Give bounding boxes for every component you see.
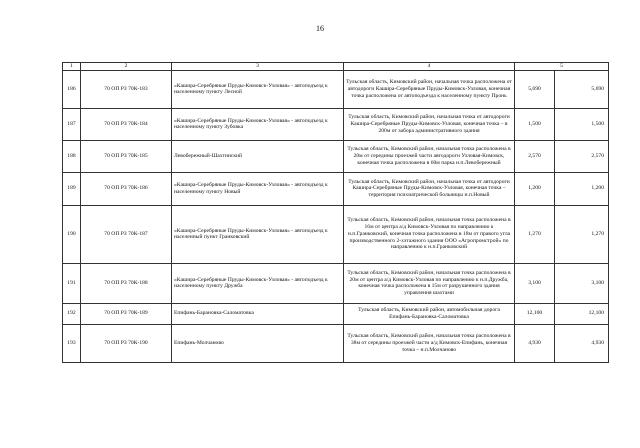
road-location-cell: Тульская область, Кимовский район, начальная точка расположена в 20м от середины проезжей части автодороги Узловая-Кимовск, конечная точка расположена в 60м парка н.п.Левобережный xyxy=(344,140,515,172)
road-code-cell: 70 ОП РЗ 70К-187 xyxy=(81,205,172,263)
road-length-cell: 5,690 xyxy=(515,70,555,108)
road-length-cell: 1,200 xyxy=(515,172,555,205)
table-row xyxy=(63,172,609,205)
road-location-cell: Тульская область, Кимовский район, начальная точка расположена в 38м от середины проезжей части а/д Кимовск-Епифань, конечная точка – н.п.Молчаново xyxy=(344,324,515,362)
road-location-cell: Тульская область, Кимовский район, автомобильная дорога Епифань-Барановка-Саломатовка xyxy=(344,303,515,324)
row-number-cell: 191 xyxy=(63,263,81,303)
row-number-cell: 192 xyxy=(63,303,81,324)
road-code-cell: 70 ОП РЗ 70К-189 xyxy=(81,303,172,324)
road-length-total-cell: 4,930 xyxy=(555,324,609,362)
road-length-cell: 2,570 xyxy=(515,140,555,172)
table-row xyxy=(63,205,609,263)
road-location-cell: Тульская область, Кимовский район, начальная точка от автодороги Кашира-Серебряные Пруды-Кимовск-Узловая, конечная точка – в 200м от забора административного здания xyxy=(344,108,515,140)
table-row xyxy=(63,263,609,303)
road-location-cell: Тульская область, Кимовский район, начальная точка расположена в 16м от центра а/д Кимовск-Узловая по направлению к н.п.Гранковский, конечная точка расположена в 18м от правого угла производственного 2-хэтажного здания ООО «Агропромстрой» по направлению к н.п.Гранковский xyxy=(344,205,515,263)
row-number-cell: 187 xyxy=(63,108,81,140)
road-length-total-cell: 3,100 xyxy=(555,263,609,303)
road-length-total-cell: 12,100 xyxy=(555,303,609,324)
road-length-cell: 1,500 xyxy=(515,108,555,140)
road-length-cell: 4,930 xyxy=(515,324,555,362)
road-name-cell: Левобережный-Шахтинский xyxy=(172,140,344,172)
road-location-cell: Тульская область, Кимовский район, начальная точка от автодороги Кашира-Серебряные Пруды-Кимовск-Узловая, конечная точка – территория психиатрической больницы н.п.Новый xyxy=(344,172,515,205)
row-number-cell: 190 xyxy=(63,205,81,263)
row-number-cell: 189 xyxy=(63,172,81,205)
page-number: 16 xyxy=(316,24,324,33)
road-name-cell: «Кашира-Серебряные Пруды-Кимовск-Узловая» - автоподъезд к населенному пункту Зубовка xyxy=(172,108,344,140)
road-name-cell: Епифань-Барановка-Саломатовка xyxy=(172,303,344,324)
road-length-total-cell: 1,270 xyxy=(555,205,609,263)
road-name-cell: «Кашира-Серебряные Пруды-Кимовск-Узловая» - автоподъезд к населенному пункту Новый xyxy=(172,172,344,205)
road-name-cell: «Кашира-Серебряные Пруды-Кимовск-Узловая» - автоподъезд к населенному пункту Дружба xyxy=(172,263,344,303)
road-code-cell: 70 ОП РЗ 70К-186 xyxy=(81,172,172,205)
table-row xyxy=(63,70,609,108)
table-row xyxy=(63,324,609,362)
table-row xyxy=(63,140,609,172)
header-cell-1: 1 xyxy=(63,63,81,71)
road-code-cell: 70 ОП РЗ 70К-184 xyxy=(81,108,172,140)
header-cell-5: 5 xyxy=(515,63,609,71)
road-name-cell: Епифань-Молчаново xyxy=(172,324,344,362)
road-code-cell: 70 ОП РЗ 70К-185 xyxy=(81,140,172,172)
table-row xyxy=(63,303,609,324)
table-header-row xyxy=(63,63,609,71)
road-name-cell: «Кашира-Серебряные Пруды-Кимовск-Узловая» - автоподъезд к населенному пункту Лесной xyxy=(172,70,344,108)
road-register-table xyxy=(62,62,609,363)
road-code-cell: 70 ОП РЗ 70К-188 xyxy=(81,263,172,303)
road-length-cell: 3,100 xyxy=(515,263,555,303)
road-length-cell: 12,100 xyxy=(515,303,555,324)
road-code-cell: 70 ОП РЗ 70К-190 xyxy=(81,324,172,362)
header-cell-4: 4 xyxy=(344,63,515,71)
row-number-cell: 186 xyxy=(63,70,81,108)
road-code-cell: 70 ОП РЗ 70К-183 xyxy=(81,70,172,108)
row-number-cell: 188 xyxy=(63,140,81,172)
table-row xyxy=(63,108,609,140)
row-number-cell: 193 xyxy=(63,324,81,362)
road-length-total-cell: 5,690 xyxy=(555,70,609,108)
road-location-cell: Тульская область, Кимовский район, начальная точка расположена в 20м от центра а/д Кимовск-Узловая по направлению к н.п.Дружба, конечная точка расположена в 15м от разрушенного здания управления шахтами xyxy=(344,263,515,303)
header-cell-2: 2 xyxy=(81,63,172,71)
header-cell-3: 3 xyxy=(172,63,344,71)
road-length-total-cell: 1,500 xyxy=(555,108,609,140)
road-name-cell: «Кашира-Серебряные Пруды-Кимовск-Узловая» - автоподъезд к населенный пункт Гранковский xyxy=(172,205,344,263)
road-location-cell: Тульская область, Кимовский район, начальная точка расположена от автодороги Кашира-Серебряные Пруды-Кимовск-Узловая, конечная точка расположена от автоподъезда к населенному пункту Пронь xyxy=(344,70,515,108)
road-length-total-cell: 2,570 xyxy=(555,140,609,172)
road-length-cell: 1,270 xyxy=(515,205,555,263)
road-length-total-cell: 1,200 xyxy=(555,172,609,205)
